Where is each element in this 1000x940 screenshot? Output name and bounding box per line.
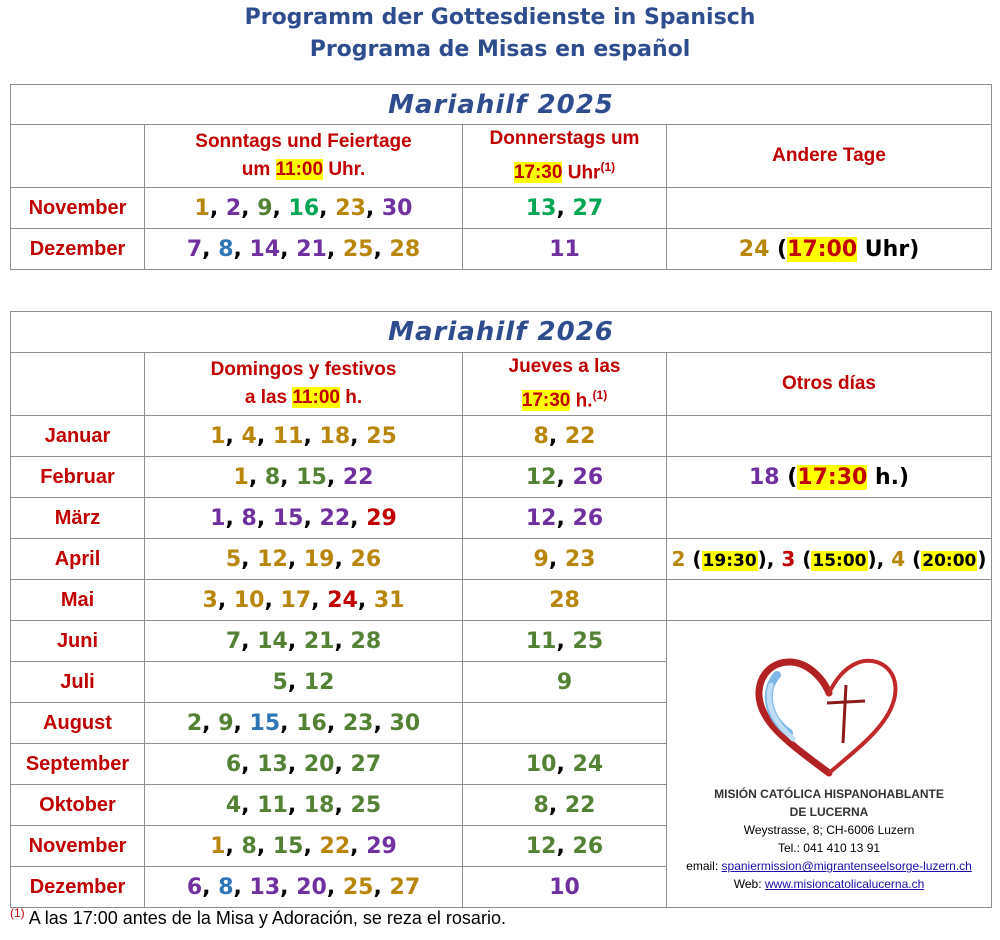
- date-separator: ,: [556, 464, 573, 490]
- date-separator: ): [977, 547, 987, 572]
- sunday-dates: [145, 826, 463, 867]
- date-number: 23: [335, 195, 366, 221]
- date-number: 16: [296, 710, 327, 736]
- thursday-dates: [463, 703, 667, 744]
- date-number: 25: [342, 874, 374, 900]
- date-number: 13: [525, 195, 557, 221]
- date-number: 8: [241, 833, 257, 859]
- date-separator: ,: [241, 751, 258, 777]
- sunday-dates: [145, 662, 463, 703]
- other-dates: [667, 580, 992, 621]
- sunday-dates: [145, 621, 463, 662]
- date-separator: ,: [334, 628, 351, 654]
- date-separator: ,: [287, 628, 304, 654]
- date-separator: ,: [350, 833, 367, 859]
- date-separator: ,: [311, 587, 328, 613]
- date-number: 6: [186, 874, 203, 900]
- month-label: Juli: [11, 662, 145, 703]
- thursday-dates: [463, 826, 667, 867]
- date-number: 6: [225, 751, 242, 777]
- mission-email: email: spaniermission@migrantenseelsorge-luzern.ch: [686, 859, 972, 874]
- sunday-dates: [145, 498, 463, 539]
- date-separator: ,: [241, 792, 258, 818]
- date-number: 26: [572, 833, 604, 859]
- date-separator: ,: [373, 710, 390, 736]
- sunday-dates: [145, 580, 463, 621]
- month-label: Februar: [11, 457, 145, 498]
- other-dates: [667, 498, 992, 539]
- date-number: 24: [738, 236, 770, 262]
- date-number: 2: [186, 710, 203, 736]
- date-number: 21: [303, 628, 335, 654]
- date-separator: ,: [217, 587, 234, 613]
- sunday-dates: [145, 188, 463, 229]
- date-number: 18: [748, 464, 780, 490]
- thursday-dates: [463, 188, 667, 229]
- date-number: 15: [272, 833, 304, 859]
- date-separator: ,: [373, 236, 390, 262]
- date-separator: (: [769, 236, 788, 262]
- time-highlight: 11:00: [275, 159, 324, 181]
- sunday-dates: [145, 703, 463, 744]
- date-separator: ,: [233, 710, 250, 736]
- month-label: April: [11, 539, 145, 580]
- time-highlight: 20:00: [922, 551, 977, 572]
- date-number: 15: [249, 710, 281, 736]
- date-number: 4: [225, 792, 242, 818]
- date-separator: ,: [303, 505, 320, 531]
- month-label: März: [11, 498, 145, 539]
- date-number: 9: [556, 669, 573, 695]
- date-separator: ,: [334, 751, 351, 777]
- date-number: 11: [272, 423, 304, 449]
- date-separator: ,: [556, 751, 573, 777]
- date-number: 9: [218, 710, 234, 736]
- date-number: 8: [218, 874, 234, 900]
- date-number: 27: [389, 874, 421, 900]
- mission-info-panel: [667, 621, 992, 908]
- date-separator: ,: [287, 792, 304, 818]
- date-separator: (: [905, 547, 922, 572]
- date-number: 8: [533, 792, 549, 818]
- date-separator: ,: [766, 547, 782, 572]
- date-number: 24: [572, 751, 604, 777]
- thursday-dates: [463, 580, 667, 621]
- date-separator: ,: [556, 833, 573, 859]
- schedule-table-2025: [10, 84, 992, 270]
- date-number: 22: [319, 833, 351, 859]
- time-highlight: 11:00: [292, 387, 340, 409]
- date-separator: ,: [241, 195, 258, 221]
- date-number: 8: [533, 423, 549, 449]
- date-separator: ): [899, 464, 910, 490]
- date-number: 23: [342, 710, 374, 736]
- other-dates: [667, 188, 992, 229]
- date-number: 2: [671, 547, 686, 572]
- date-number: 8: [264, 464, 281, 490]
- date-number: 27: [350, 751, 382, 777]
- time-suffix: Uhr: [857, 236, 910, 262]
- month-label: November: [11, 826, 145, 867]
- time-highlight: 15:00: [812, 551, 867, 572]
- date-number: 14: [249, 236, 281, 262]
- month-label: Dezember: [11, 867, 145, 908]
- date-number: 11: [525, 628, 557, 654]
- date-separator: ,: [556, 195, 573, 221]
- date-separator: ,: [280, 464, 297, 490]
- date-separator: ,: [319, 195, 336, 221]
- thursday-dates: [463, 539, 667, 580]
- thursday-dates: [463, 621, 667, 662]
- date-number: 10: [525, 751, 557, 777]
- mission-web: Web: www.misioncatolicalucerna.ch: [733, 877, 925, 892]
- sunday-dates: [145, 744, 463, 785]
- date-number: 18: [303, 792, 335, 818]
- date-number: 1: [194, 195, 210, 221]
- corner-cell: [11, 125, 145, 188]
- date-separator: ,: [202, 236, 219, 262]
- footnote-marker: (1): [10, 906, 25, 920]
- date-number: 26: [572, 464, 604, 490]
- date-number: 5: [272, 669, 288, 695]
- date-separator: ,: [373, 874, 390, 900]
- date-number: 25: [572, 628, 604, 654]
- date-number: 12: [525, 464, 557, 490]
- header-other-days: Andere Tage: [667, 125, 992, 188]
- date-number: 4: [891, 547, 906, 572]
- month-label: Januar: [11, 416, 145, 457]
- thursday-dates: [463, 785, 667, 826]
- table-caption-2025: Mariahilf 2025: [11, 85, 992, 125]
- date-number: 12: [257, 546, 288, 572]
- date-number: 3: [781, 547, 796, 572]
- date-separator: ,: [202, 874, 219, 900]
- time-highlight: 17:00: [787, 236, 858, 262]
- footnote: [10, 906, 506, 929]
- date-separator: ,: [248, 464, 265, 490]
- mission-name: MISIÓN CATÓLICA HISPANOHABLANTE DE LUCERNA: [714, 787, 944, 820]
- date-number: 26: [350, 546, 382, 572]
- other-dates: [667, 457, 992, 498]
- date-number: 13: [257, 751, 288, 777]
- date-number: 29: [366, 505, 397, 531]
- date-number: 4: [241, 423, 257, 449]
- sunday-dates: [145, 229, 463, 270]
- time-highlight: 19:30: [702, 551, 757, 572]
- date-separator: ,: [350, 505, 367, 531]
- sunday-dates: [145, 785, 463, 826]
- time-highlight: 17:30: [797, 464, 868, 490]
- date-separator: ,: [334, 792, 351, 818]
- date-separator: ,: [326, 464, 343, 490]
- date-number: 5: [225, 546, 242, 572]
- date-number: 17: [280, 587, 312, 613]
- other-dates: [667, 539, 992, 580]
- sunday-dates: [145, 539, 463, 580]
- date-number: 31: [373, 587, 405, 613]
- date-separator: ,: [280, 710, 297, 736]
- header-thursdays: Jueves a las 17:30 h.$^{(1)}$: [463, 353, 667, 416]
- date-separator: ,: [280, 236, 297, 262]
- date-number: 15: [296, 464, 327, 490]
- date-number: 1: [233, 464, 249, 490]
- date-number: 8: [241, 505, 257, 531]
- table-caption-2026: Mariahilf 2026: [11, 312, 992, 353]
- month-label: Dezember: [11, 229, 145, 270]
- date-separator: (: [795, 547, 812, 572]
- date-separator: ,: [264, 587, 281, 613]
- date-number: 15: [272, 505, 304, 531]
- thursday-dates: [463, 457, 667, 498]
- sunday-dates: [145, 457, 463, 498]
- date-number: 30: [381, 195, 413, 221]
- date-number: 22: [564, 423, 596, 449]
- month-label: November: [11, 188, 145, 229]
- title-german: Programm der Gottesdienste in Spanisch: [244, 5, 756, 30]
- date-separator: ): [867, 547, 877, 572]
- date-separator: ,: [548, 546, 565, 572]
- date-separator: ,: [556, 628, 573, 654]
- date-number: 16: [288, 195, 320, 221]
- date-number: 2: [225, 195, 242, 221]
- email-link[interactable]: spaniermission@migrantenseelsorge-luzern.ch: [721, 859, 972, 874]
- date-separator: ,: [256, 833, 273, 859]
- date-separator: ,: [272, 195, 289, 221]
- web-link[interactable]: www.misioncatolicalucerna.ch: [764, 877, 925, 892]
- date-number: 1: [210, 423, 226, 449]
- header-thursdays: Donnerstags um 17:30 Uhr$^{(1)}$: [463, 125, 667, 188]
- mission-address: Weystrasse, 8; CH-6006 Luzern: [743, 823, 915, 838]
- date-separator: ,: [209, 195, 226, 221]
- date-number: 19: [303, 546, 335, 572]
- thursday-dates: [463, 416, 667, 457]
- date-separator: ): [757, 547, 767, 572]
- date-separator: ,: [548, 423, 565, 449]
- time-suffix: h.: [867, 464, 899, 490]
- thursday-dates: [463, 867, 667, 908]
- time-highlight: 17:30: [521, 390, 571, 412]
- month-label: Juni: [11, 621, 145, 662]
- date-number: 11: [549, 236, 580, 262]
- month-label: August: [11, 703, 145, 744]
- time-highlight: 17:30: [513, 162, 563, 184]
- date-separator: ,: [225, 833, 242, 859]
- sunday-dates: [145, 867, 463, 908]
- date-separator: ,: [287, 751, 304, 777]
- date-number: 18: [319, 423, 351, 449]
- date-number: 1: [210, 505, 226, 531]
- date-separator: ,: [225, 423, 242, 449]
- other-dates: [667, 416, 992, 457]
- date-separator: ,: [365, 195, 382, 221]
- footnote-text: A las 17:00 antes de la Misa y Adoración, se reza el rosario.: [28, 908, 506, 928]
- date-number: 28: [549, 587, 580, 613]
- date-separator: ,: [287, 546, 304, 572]
- date-number: 22: [319, 505, 351, 531]
- month-label: September: [11, 744, 145, 785]
- thursday-dates: [463, 744, 667, 785]
- date-number: 7: [186, 236, 203, 262]
- date-separator: ): [909, 236, 920, 262]
- date-number: 8: [218, 236, 234, 262]
- date-number: 14: [257, 628, 288, 654]
- date-number: 9: [533, 546, 549, 572]
- date-separator: ,: [357, 587, 374, 613]
- thursday-dates: [463, 229, 667, 270]
- date-separator: ,: [556, 505, 573, 531]
- date-separator: ,: [225, 505, 242, 531]
- date-number: 29: [366, 833, 397, 859]
- date-number: 24: [327, 587, 358, 613]
- header-sundays: Domingos y festivos a las 11:00 h.: [145, 353, 463, 416]
- date-number: 10: [549, 874, 580, 900]
- date-separator: ,: [287, 669, 304, 695]
- date-number: 7: [225, 628, 242, 654]
- date-number: 11: [257, 792, 288, 818]
- date-separator: ,: [233, 874, 250, 900]
- date-number: 20: [303, 751, 335, 777]
- date-number: 28: [389, 236, 421, 262]
- date-separator: ,: [280, 874, 297, 900]
- date-separator: (: [685, 547, 702, 572]
- date-number: 3: [202, 587, 218, 613]
- thursday-dates: [463, 498, 667, 539]
- date-number: 9: [257, 195, 273, 221]
- date-separator: ,: [256, 423, 273, 449]
- date-separator: (: [779, 464, 798, 490]
- date-number: 30: [389, 710, 421, 736]
- month-label: Oktober: [11, 785, 145, 826]
- date-number: 12: [525, 833, 557, 859]
- date-number: 22: [564, 792, 596, 818]
- date-number: 25: [366, 423, 397, 449]
- date-separator: ,: [548, 792, 565, 818]
- date-separator: ,: [256, 505, 273, 531]
- date-separator: ,: [326, 236, 343, 262]
- other-dates: [667, 229, 992, 270]
- date-number: 20: [296, 874, 327, 900]
- date-number: 13: [249, 874, 281, 900]
- date-separator: ,: [326, 874, 343, 900]
- date-separator: ,: [233, 236, 250, 262]
- date-number: 25: [342, 236, 374, 262]
- date-separator: ,: [326, 710, 343, 736]
- date-separator: ,: [241, 546, 258, 572]
- header-sundays: Sonntags und Feiertage um 11:00 Uhr.: [145, 125, 463, 188]
- thursday-dates: [463, 662, 667, 703]
- date-separator: ,: [334, 546, 351, 572]
- date-separator: ,: [303, 833, 320, 859]
- title-spanish: Programa de Misas en español: [309, 37, 691, 62]
- header-other-days: Otros días: [667, 353, 992, 416]
- date-separator: ,: [202, 710, 219, 736]
- month-label: Mai: [11, 580, 145, 621]
- date-number: 25: [350, 792, 382, 818]
- date-separator: ,: [303, 423, 320, 449]
- date-number: 27: [572, 195, 604, 221]
- heart-cross-logo-icon: [749, 651, 909, 781]
- mission-phone: Tel.: 041 410 13 91: [777, 841, 881, 856]
- date-number: 22: [342, 464, 374, 490]
- date-separator: ,: [241, 628, 258, 654]
- date-number: 12: [303, 669, 335, 695]
- date-number: 1: [210, 833, 226, 859]
- date-number: 12: [525, 505, 557, 531]
- corner-cell: [11, 353, 145, 416]
- date-separator: ,: [876, 547, 892, 572]
- date-number: 21: [296, 236, 327, 262]
- date-number: 28: [350, 628, 382, 654]
- schedule-table-2026: [10, 311, 992, 908]
- date-number: 26: [572, 505, 604, 531]
- sunday-dates: [145, 416, 463, 457]
- date-number: 23: [564, 546, 596, 572]
- date-separator: ,: [350, 423, 367, 449]
- date-number: 10: [233, 587, 265, 613]
